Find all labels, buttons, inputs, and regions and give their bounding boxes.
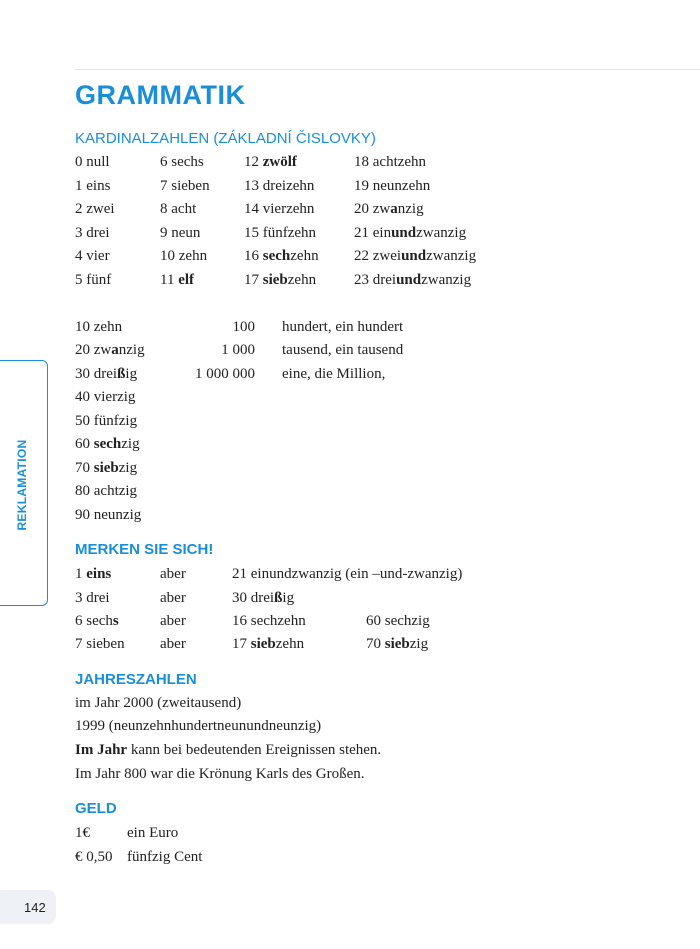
tens-row (0, 364, 700, 384)
number-21: 21 einundzwanzig (354, 225, 467, 241)
tens-50: 50 fünfzig (75, 413, 138, 429)
page-number-box (0, 890, 56, 924)
merken-left: 1 eins (75, 566, 112, 582)
number-19: 19 neunzehn (354, 178, 431, 194)
tens-40: 40 vierzig (75, 389, 136, 405)
tens-row (0, 317, 700, 337)
merken-left: 6 sechs (75, 613, 119, 629)
number-row (0, 223, 700, 243)
top-rule (75, 69, 700, 70)
merken-right: 60 sechzig (366, 613, 430, 629)
tens-60: 60 sechzig (75, 436, 140, 452)
number-7: 7 sieben (160, 178, 210, 194)
tens-70: 70 siebzig (75, 460, 138, 476)
merken-aber: aber (160, 566, 186, 582)
section-heading-merken: MERKEN SIE SICH! (75, 541, 214, 558)
number-14: 14 vierzehn (244, 201, 315, 217)
merken-aber: aber (160, 636, 186, 652)
number-11: 11 elf (160, 272, 195, 288)
merken-aber: aber (160, 590, 186, 606)
number-5: 5 fünf (75, 272, 112, 288)
number-8: 8 acht (160, 201, 197, 217)
jahres-line: Im Jahr kann bei bedeutenden Ereignissen stehen. (75, 742, 382, 758)
number-13: 13 dreizehn (244, 178, 315, 194)
jahres-line: im Jahr 2000 (zweitausend) (75, 695, 242, 711)
side-tab-label: REKLAMATION (15, 439, 29, 531)
tens-90: 90 neunzig (75, 507, 142, 523)
merken-mid: 17 siebzehn (232, 636, 305, 652)
number-row (0, 152, 700, 172)
big-number-million-word: eine, die Million, (282, 366, 386, 382)
page-number: 142 (24, 900, 46, 915)
big-number-1000-word: tausend, ein tausend (282, 342, 404, 358)
section-heading-jahreszahlen: JAHRESZAHLEN (75, 671, 197, 688)
tens-80: 80 achtzig (75, 483, 138, 499)
number-9: 9 neun (160, 225, 201, 241)
big-number-1000: 1 000 (221, 342, 255, 358)
number-4: 4 vier (75, 248, 110, 264)
big-number-100: 100 (232, 319, 255, 335)
merken-left: 7 sieben (75, 636, 125, 652)
number-row (0, 199, 700, 219)
jahres-line: 1999 (neunzehnhundertneunundneunzig) (75, 718, 322, 734)
number-22: 22 zweiundzwanzig (354, 248, 477, 264)
geld-word: ein Euro (127, 825, 179, 841)
heading-sub: (ZÁKLADNÍ ČISLOVKY) (213, 130, 376, 147)
number-12: 12 zwölf (244, 154, 297, 170)
big-number-million: 1 000 000 (195, 366, 255, 382)
merken-right: 70 siebzig (366, 636, 429, 652)
number-0: 0 null (75, 154, 110, 170)
merken-row (0, 564, 700, 584)
merken-right: 21 einundzwanzig (ein –und-zwanzig) (232, 566, 463, 582)
merken-row (0, 611, 700, 631)
section-heading-kardinalzahlen (75, 130, 376, 147)
number-row (0, 246, 700, 266)
number-10: 10 zehn (160, 248, 208, 264)
merken-row (0, 634, 700, 654)
page-title: GRAMMATIK (75, 80, 246, 110)
tens-20: 20 zwanzig (75, 342, 145, 358)
merken-row (0, 588, 700, 608)
number-18: 18 achtzehn (354, 154, 427, 170)
merken-left: 3 drei (75, 590, 110, 606)
number-row (0, 176, 700, 196)
tens-row (0, 340, 700, 360)
tens-30: 30 dreißig (75, 366, 138, 382)
geld-amount: 1€ (75, 825, 90, 841)
number-6: 6 sechs (160, 154, 204, 170)
merken-mid: 16 sechzehn (232, 613, 306, 629)
section-heading-geld: GELD (75, 800, 117, 817)
big-number-100-word: hundert, ein hundert (282, 319, 404, 335)
geld-amount: € 0,50 (75, 849, 113, 865)
number-15: 15 fünfzehn (244, 225, 317, 241)
number-20: 20 zwanzig (354, 201, 424, 217)
number-23: 23 dreiundzwanzig (354, 272, 472, 288)
tens-10: 10 zehn (75, 319, 123, 335)
heading-main: KARDINALZAHLEN (75, 130, 210, 147)
geld-word: fünfzig Cent (127, 849, 203, 865)
number-1: 1 eins (75, 178, 111, 194)
merken-right: 30 dreißig (232, 590, 295, 606)
number-17: 17 siebzehn (244, 272, 317, 288)
geld-row (0, 823, 700, 843)
number-3: 3 drei (75, 225, 110, 241)
geld-row (0, 847, 700, 867)
number-row (0, 270, 700, 290)
merken-aber: aber (160, 613, 186, 629)
number-2: 2 zwei (75, 201, 115, 217)
number-16: 16 sechzehn (244, 248, 319, 264)
jahres-line: Im Jahr 800 war die Krönung Karls des Großen. (75, 766, 365, 782)
